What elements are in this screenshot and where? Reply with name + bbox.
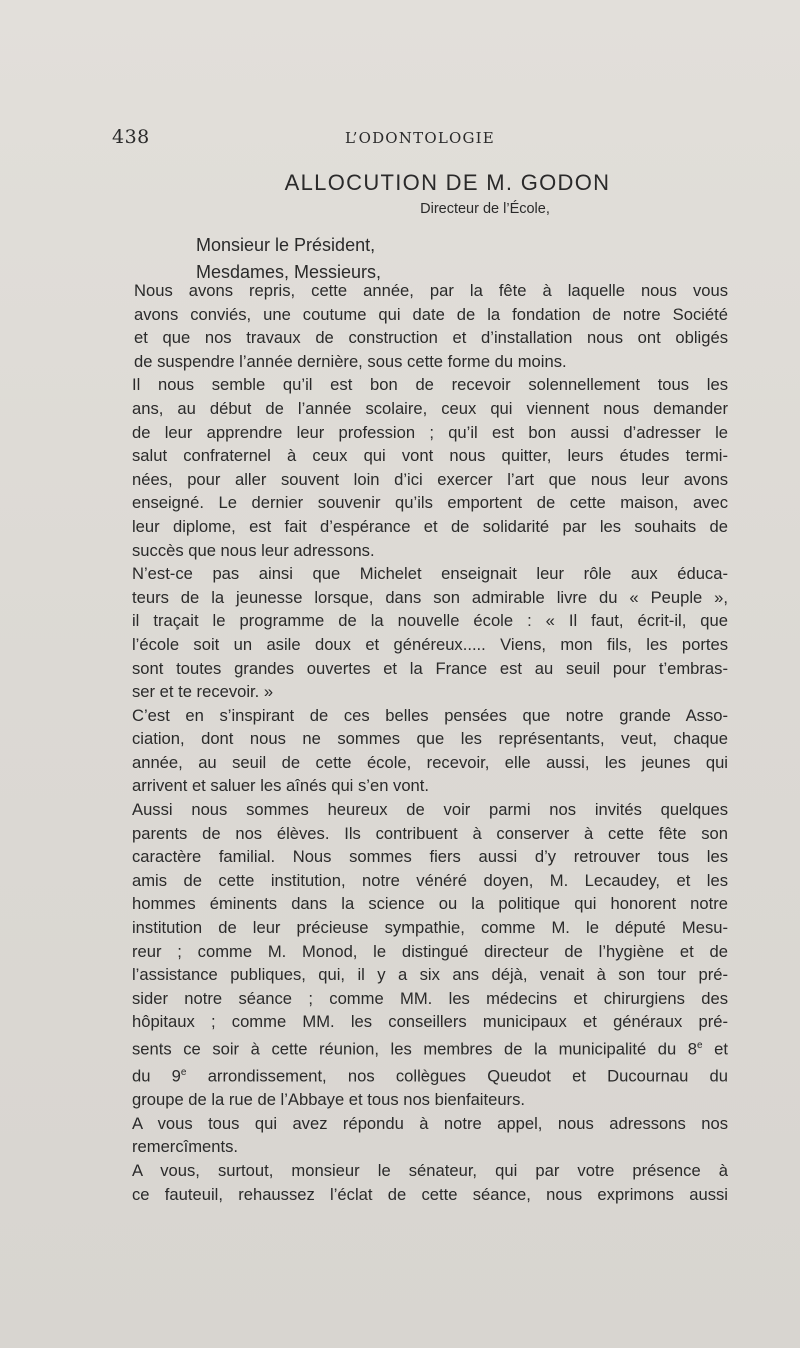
text-line: l’assistance publiques, qui, il y a six ans déjà, venait à son tour pré- <box>132 965 728 985</box>
paragraph <box>112 562 728 704</box>
text-line: enseigné. Le dernier souvenir qu’ils emportent de cette maison, avec <box>132 493 728 513</box>
text-line: sents ce soir à cette réunion, les membres de la municipalité du 8e et <box>132 1039 728 1059</box>
page-number: 438 <box>112 126 150 148</box>
paragraph <box>112 279 728 373</box>
text-line: année, au seuil de cette école, recevoir, elle aussi, les jeunes qui <box>132 752 728 772</box>
running-head <box>112 126 728 150</box>
salutation-line: Monsieur le Président, <box>196 235 376 255</box>
text-line: hôpitaux ; comme MM. les conseillers municipaux et généraux pré- <box>132 1012 728 1032</box>
text-line: Aussi nous sommes heureux de voir parmi nos invités quelques <box>132 800 728 820</box>
text-line: C’est en s’inspirant de ces belles pensées que notre grande Asso- <box>132 705 728 725</box>
text-line: ans, au début de l’année scolaire, ceux qui viennent nous demander <box>132 398 728 418</box>
text-line: sont toutes grandes ouvertes et la France est au seuil pour t’embras- <box>132 658 728 678</box>
text-line: teurs de la jeunesse lorsque, dans son admirable livre du « Peuple », <box>132 587 728 607</box>
paragraph <box>112 373 728 562</box>
text-line: leur diplome, est fait d’espérance et de solidarité par les souhaits de <box>132 516 728 536</box>
text-line: sider notre séance ; comme MM. les médecins et chirurgiens des <box>132 988 728 1008</box>
paragraph <box>112 1159 728 1206</box>
article-title: ALLOCUTION DE M. GODON <box>284 170 611 195</box>
paragraph <box>112 704 728 798</box>
text-line: Il nous semble qu’il est bon de recevoir solennellement tous les <box>132 375 728 395</box>
article-subtitle: Directeur de l’École, <box>420 201 550 217</box>
text-line: A vous tous qui avez répondu à notre appel, nous adressons nos <box>132 1113 728 1133</box>
text-line: institution de leur précieuse sympathie, comme M. le député Mesu- <box>132 918 728 938</box>
paragraph <box>112 1112 728 1159</box>
text-line: Nous avons repris, cette année, par la fête à laquelle nous vous <box>134 281 728 300</box>
journal-title: L’ODONTOLOGIE <box>345 129 495 147</box>
text-line: salut confraternel à ceux qui vont nous quitter, leurs études termi- <box>132 446 728 466</box>
text-line: A vous, surtout, monsieur le sénateur, qui par votre présence à <box>132 1161 728 1181</box>
body-text <box>112 279 728 1206</box>
text-line: du 9e arrondissement, nos collègues Queudot et Ducournau du <box>132 1066 729 1086</box>
text-line: ciation, dont nous ne sommes que les représentants, veut, chaque <box>132 729 728 749</box>
text-line: et que nos travaux de construction et d’installation nous ont obligés <box>134 328 728 348</box>
text-line: hommes éminents dans la science ou la politique qui honorent notre <box>132 894 728 914</box>
salutations <box>196 232 381 286</box>
text-line: avons conviés, une coutume qui date de la fondation de notre Société <box>134 304 728 324</box>
text-line: il traçait le programme de la nouvelle école : « Il faut, écrit-il, que <box>132 611 728 631</box>
text-line: amis de cette institution, notre vénéré doyen, M. Lecaudey, et les <box>132 870 728 890</box>
salutation-line: Mesdames, Messieurs, <box>196 262 382 282</box>
text-line: l’école soit un asile doux et généreux..... Viens, mon fils, les portes <box>132 634 728 654</box>
text-line: nées, pour aller souvent loin d’ici exercer l’art que nous leur avons <box>132 469 728 489</box>
text-line: N’est-ce pas ainsi que Michelet enseignait leur rôle aux éduca- <box>132 564 728 584</box>
text-line: caractère familial. Nous sommes fiers aussi d’y retrouver tous les <box>132 847 728 867</box>
paragraph <box>112 798 728 1112</box>
text-line: arrivent et saluer les aînés qui s’en vont. <box>132 776 430 796</box>
text-line: ser et te recevoir. » <box>132 682 274 702</box>
text-line: parents de nos élèves. Ils contribuent à conserver à cette fête son <box>132 823 728 843</box>
text-line: ce fauteuil, rehaussez l’éclat de cette séance, nous exprimons aussi <box>132 1184 728 1204</box>
text-line: reur ; comme M. Monod, le distingué directeur de l’hygiène et de <box>132 941 728 961</box>
text-line: de leur apprendre leur profession ; qu’il est bon aussi d’adresser le <box>132 422 728 442</box>
text-line: succès que nous leur adressons. <box>132 540 375 560</box>
article-heading <box>112 170 728 217</box>
text-line: groupe de la rue de l’Abbaye et tous nos bienfaiteurs. <box>132 1090 525 1110</box>
text-line: remercîments. <box>132 1137 239 1157</box>
text-line: de suspendre l’année dernière, sous cette forme du moins. <box>134 351 567 371</box>
